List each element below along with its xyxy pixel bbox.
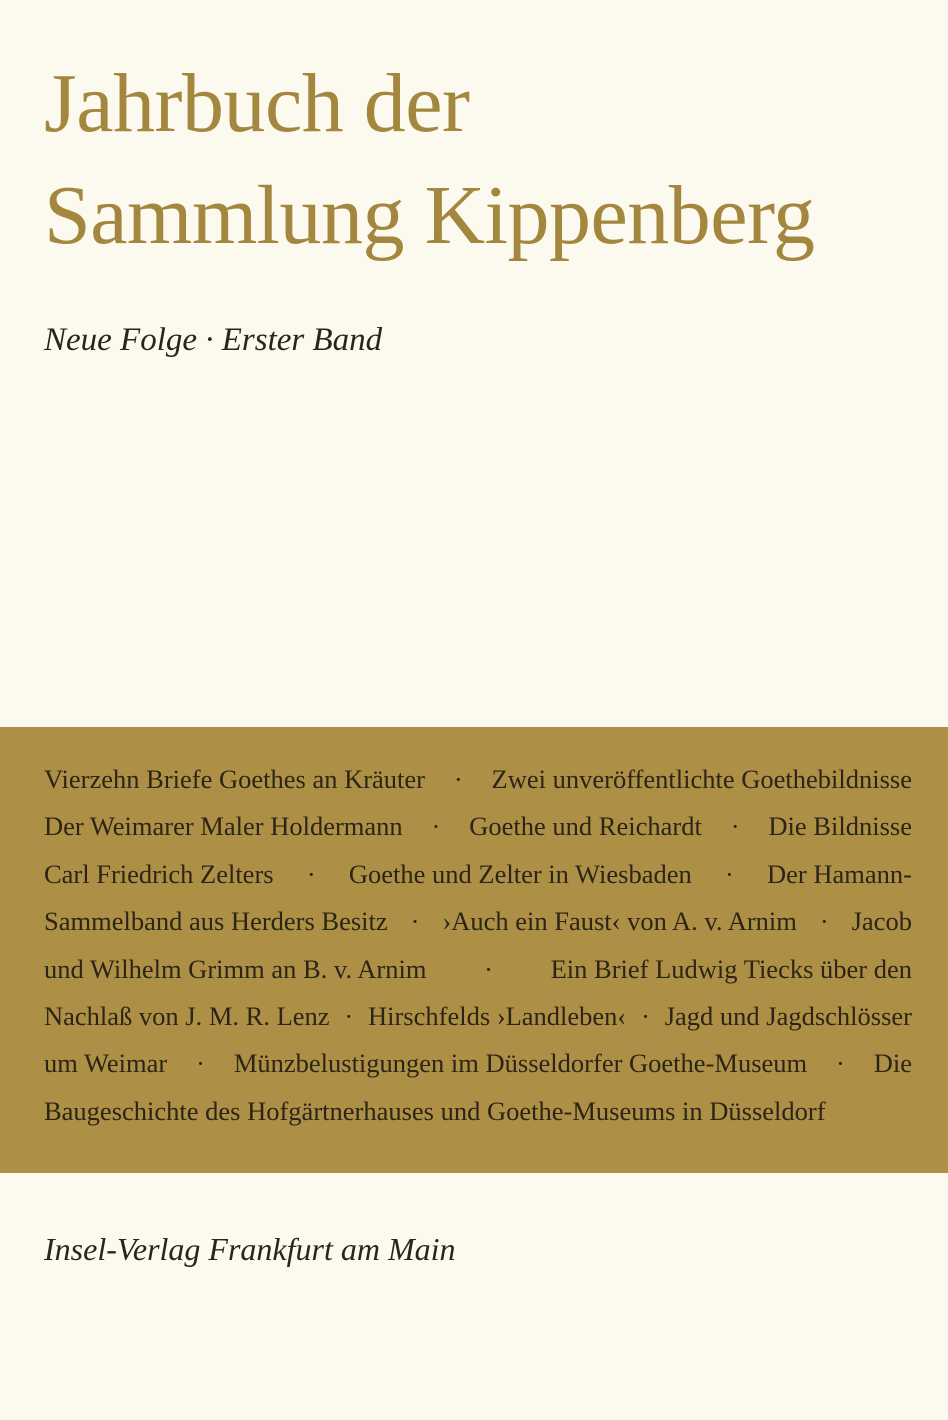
separator-dot: · [431,811,441,842]
separator-dot: · [306,858,316,889]
contents-entry: Ein Brief Ludwig Tiecks über den [550,953,912,984]
contents-line [44,1040,912,1087]
contents-line [44,803,912,850]
contents-entry: Carl Friedrich Zelters [44,858,274,889]
contents-line [44,851,912,898]
contents-entry: Jacob [851,906,912,937]
contents-entry: Jagd und Jagdschlösser [664,1000,912,1031]
contents-entry: Münzbelustigungen im Düsseldorfer Goethe-Museum [233,1048,808,1079]
separator-dot: · [484,953,493,984]
separator-dot: · [724,858,734,889]
contents-entry: um Weimar [44,1048,168,1079]
contents-entry: Sammelband aus Herders Besitz [44,906,388,937]
contents-entry: Goethe und Reichardt [469,811,702,842]
contents-entry: und Wilhelm Grimm an B. v. Arnim [44,953,427,984]
volume-subtitle: Neue Folge · Erster Band [44,322,383,358]
contents-entry: Baugeschichte des Hofgärtnerhauses und Goethe-Museums in Düsseldorf [44,1095,826,1126]
separator-dot: · [410,906,420,937]
contents-list [44,756,912,1135]
contents-entry: Der Weimarer Maler Holdermann [44,811,403,842]
contents-line [44,898,912,945]
contents-entry: Goethe und Zelter in Wiesbaden [348,858,692,889]
contents-entry: ›Auch ein Faust‹ von A. v. Arnim [442,906,797,937]
contents-line [44,1088,912,1135]
contents-entry: Die Bildnisse [768,811,912,842]
contents-entry: Die [873,1048,912,1079]
contents-entry: Vierzehn Briefe Goethes an Kräuter [44,764,426,794]
contents-entry: Hirschfelds ›Landleben‹ [367,1000,627,1031]
book-title [44,48,924,272]
separator-dot: · [641,1000,650,1031]
separator-dot: · [196,1048,205,1079]
title-line-2: Sammlung Kippenberg [44,169,815,262]
contents-line [44,756,912,803]
separator-dot: · [836,1048,845,1079]
contents-line [44,993,912,1040]
separator-dot: · [344,1000,354,1031]
separator-dot: · [819,906,829,937]
contents-entry: Nachlaß von J. M. R. Lenz [44,1000,330,1031]
contents-line [44,946,912,993]
publisher-imprint: Insel-Verlag Frankfurt am Main [44,1231,456,1267]
separator-dot: · [453,764,463,794]
separator-dot: · [730,811,740,842]
title-line-1: Jahrbuch der [44,57,470,150]
contents-entry: Zwei unveröffentlichte Goethebildnisse [491,764,912,794]
contents-entry: Der Hamann- [767,858,912,889]
